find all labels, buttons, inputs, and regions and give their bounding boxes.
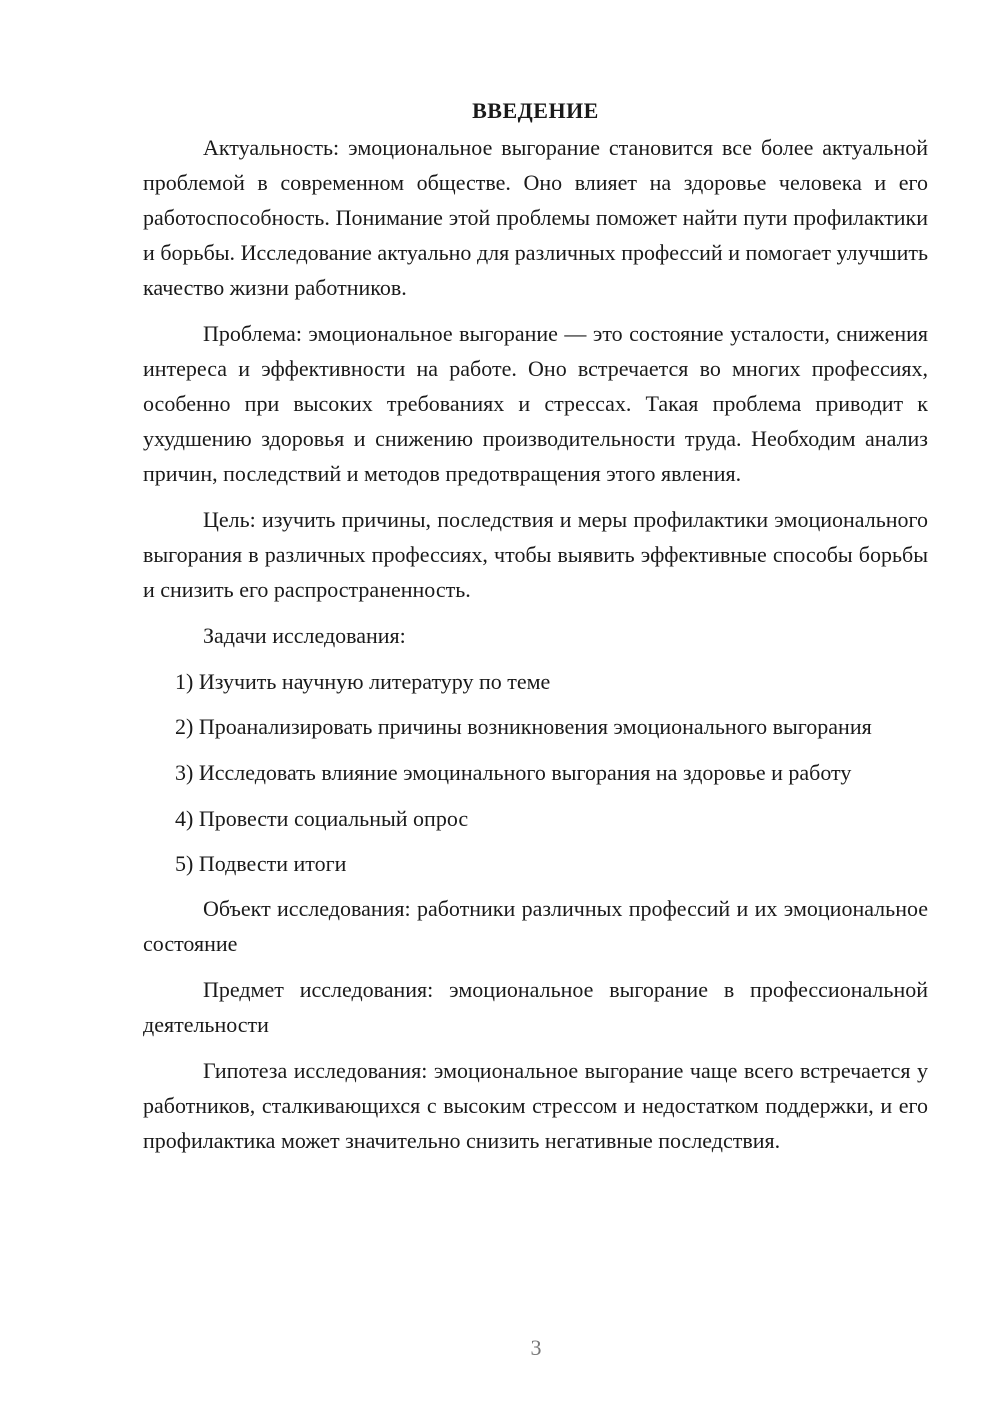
page-title: ВВЕДЕНИЕ bbox=[472, 98, 599, 123]
subject-paragraph: Предмет исследования: эмоциональное выгорание в профессиональной деятельности bbox=[143, 977, 928, 1037]
document-body bbox=[143, 93, 928, 1169]
task-item-1: 1) Изучить научную литературу по теме bbox=[175, 669, 551, 694]
hypothesis-paragraph: Гипотеза исследования: эмоциональное выгорание чаще всего встречается у работников, сталкивающихся с высоким стрессом и недостатком поддержки, и его профилактика может значительно снизить негативные последствия. bbox=[143, 1058, 928, 1153]
problem-paragraph: Проблема: эмоциональное выгорание — это состояние усталости, снижения интереса и эффективности на работе. Оно встречается во многих профессиях, особенно при высоких требованиях и стрессах. Такая проблема приводит к ухудшению здоровья и снижению производительности труда. Необходим анализ причин, последствий и методов предотвращения этого явления. bbox=[143, 321, 928, 486]
task-item-5: 5) Подвести итоги bbox=[175, 851, 347, 876]
task-item-4: 4) Провести социальный опрос bbox=[175, 806, 469, 831]
object-paragraph: Объект исследования: работники различных профессий и их эмоциональное состояние bbox=[143, 896, 928, 956]
task-item-2: 2) Проанализировать причины возникновения эмоционального выгорания bbox=[175, 714, 872, 739]
task-item-3: 3) Исследовать влияние эмоцинального выгорания на здоровье и работу bbox=[175, 760, 852, 785]
page-number: 3 bbox=[530, 1335, 542, 1360]
relevance-paragraph: Актуальность: эмоциональное выгорание становится все более актуальной проблемой в современном обществе. Оно влияет на здоровье человека и его работоспособность. Понимание этой проблемы поможет найти пути профилактики и борьбы. Исследование актуально для различных профессий и помогает улучшить качество жизни работников. bbox=[143, 135, 928, 300]
tasks-heading: Задачи исследования: bbox=[203, 623, 406, 648]
goal-paragraph: Цель: изучить причины, последствия и меры профилактики эмоционального выгорания в различных профессиях, чтобы выявить эффективные способы борьбы и снизить его распространенность. bbox=[143, 507, 928, 602]
